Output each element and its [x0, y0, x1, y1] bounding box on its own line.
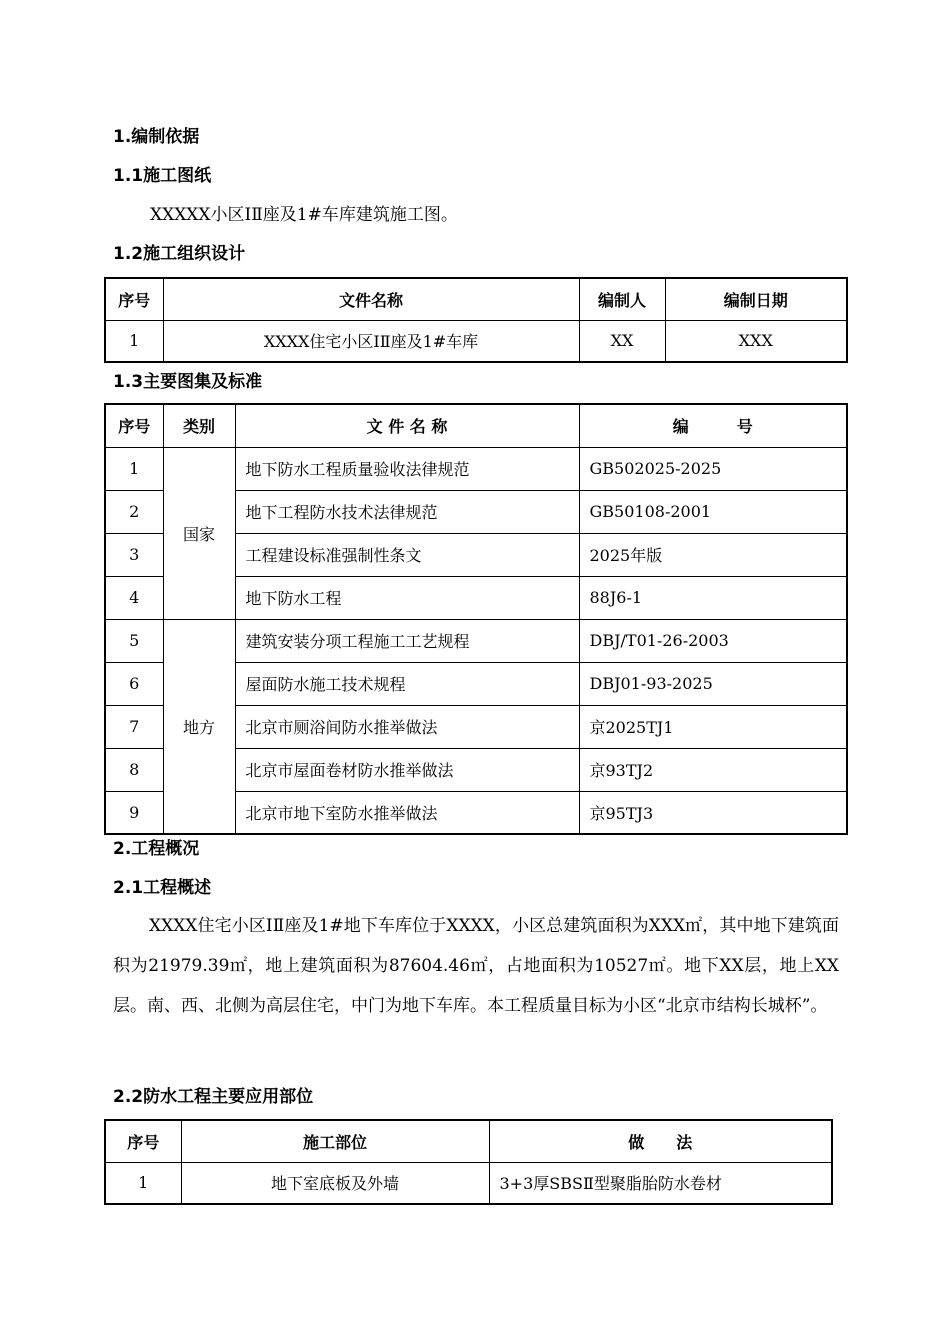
- cell-index: 9: [105, 791, 163, 834]
- cell-code: 京2025TJ1: [579, 705, 847, 748]
- table-row: [105, 619, 847, 662]
- cell-file-name: 北京市地下室防水推举做法: [235, 791, 579, 834]
- heading-1-2: 1.2施工组织设计: [113, 244, 246, 264]
- cell-file-name: XXXX住宅小区ⅠⅡ座及1#车库: [163, 320, 579, 362]
- table-construction-design: [104, 277, 848, 363]
- cell-code: DBJ01-93-2025: [579, 662, 847, 705]
- heading-1-1: 1.1施工图纸: [113, 166, 212, 186]
- cell-code: 京95TJ3: [579, 791, 847, 834]
- header-method: 做 法: [489, 1120, 832, 1162]
- cell-code: 2025年版: [579, 533, 847, 576]
- table-row: [105, 320, 847, 362]
- cell-index: 5: [105, 619, 163, 662]
- cell-code: 京93TJ2: [579, 748, 847, 791]
- cell-code: GB50108-2001: [579, 490, 847, 533]
- cell-index: 1: [105, 320, 163, 362]
- paragraph-drawings: XXXXX小区ⅠⅡ座及1#车库建筑施工图。: [150, 205, 458, 225]
- table-header-row: [105, 278, 847, 320]
- cell-category-local: 地方: [163, 619, 235, 834]
- cell-index: 4: [105, 576, 163, 619]
- header-author: 编制人: [579, 278, 665, 320]
- heading-2-2: 2.2防水工程主要应用部位: [113, 1087, 314, 1107]
- header-category: 类别: [163, 404, 235, 447]
- cell-code: GB502025-2025: [579, 447, 847, 490]
- cell-location: 地下室底板及外墙: [181, 1162, 489, 1204]
- cell-file-name: 地下工程防水技术法律规范: [235, 490, 579, 533]
- cell-date: XXX: [665, 320, 847, 362]
- table-waterproofing-locations: [104, 1119, 833, 1205]
- cell-index: 1: [105, 447, 163, 490]
- heading-2: 2.工程概况: [113, 839, 200, 859]
- cell-file-name: 屋面防水施工技术规程: [235, 662, 579, 705]
- cell-file-name: 工程建设标准强制性条文: [235, 533, 579, 576]
- header-location: 施工部位: [181, 1120, 489, 1162]
- cell-code: DBJ/T01-26-2003: [579, 619, 847, 662]
- header-file-name: 文 件 名 称: [235, 404, 579, 447]
- cell-file-name: 建筑安装分项工程施工工艺规程: [235, 619, 579, 662]
- cell-index: 2: [105, 490, 163, 533]
- header-index: 序号: [105, 278, 163, 320]
- table-header-row: [105, 404, 847, 447]
- table-row: [105, 1162, 832, 1204]
- header-date: 编制日期: [665, 278, 847, 320]
- cell-index: 3: [105, 533, 163, 576]
- cell-index: 8: [105, 748, 163, 791]
- table-row: [105, 447, 847, 490]
- header-index: 序号: [105, 1120, 181, 1162]
- cell-category-national: 国家: [163, 447, 235, 619]
- cell-index: 6: [105, 662, 163, 705]
- heading-1-3: 1.3主要图集及标准: [113, 372, 263, 392]
- header-index: 序号: [105, 404, 163, 447]
- cell-file-name: 地下防水工程: [235, 576, 579, 619]
- table-header-row: [105, 1120, 832, 1162]
- table-standards: [104, 403, 848, 835]
- cell-file-name: 北京市屋面卷材防水推举做法: [235, 748, 579, 791]
- header-code: 编 号: [579, 404, 847, 447]
- heading-1: 1.编制依据: [113, 127, 200, 147]
- heading-2-1: 2.1工程概述: [113, 878, 212, 898]
- cell-method: 3+3厚SBSⅡ型聚脂胎防水卷材: [489, 1162, 832, 1204]
- cell-file-name: 北京市厕浴间防水推举做法: [235, 705, 579, 748]
- paragraph-overview: XXXX住宅小区ⅠⅡ座及1#地下车库位于XXXX，小区总建筑面积为XXX㎡，其中地下建筑面积为21979.39㎡，地上建筑面积为87604.46㎡，占地面积为10527㎡。地下XX层，地上XX层。南、西、北侧为高层住宅，中门为地下车库。本工程质量目标为小区“北京市结构长城杯”。: [113, 916, 839, 1016]
- cell-index: 7: [105, 705, 163, 748]
- cell-author: XX: [579, 320, 665, 362]
- cell-index: 1: [105, 1162, 181, 1204]
- header-file-name: 文件名称: [163, 278, 579, 320]
- cell-file-name: 地下防水工程质量验收法律规范: [235, 447, 579, 490]
- cell-code: 88J6-1: [579, 576, 847, 619]
